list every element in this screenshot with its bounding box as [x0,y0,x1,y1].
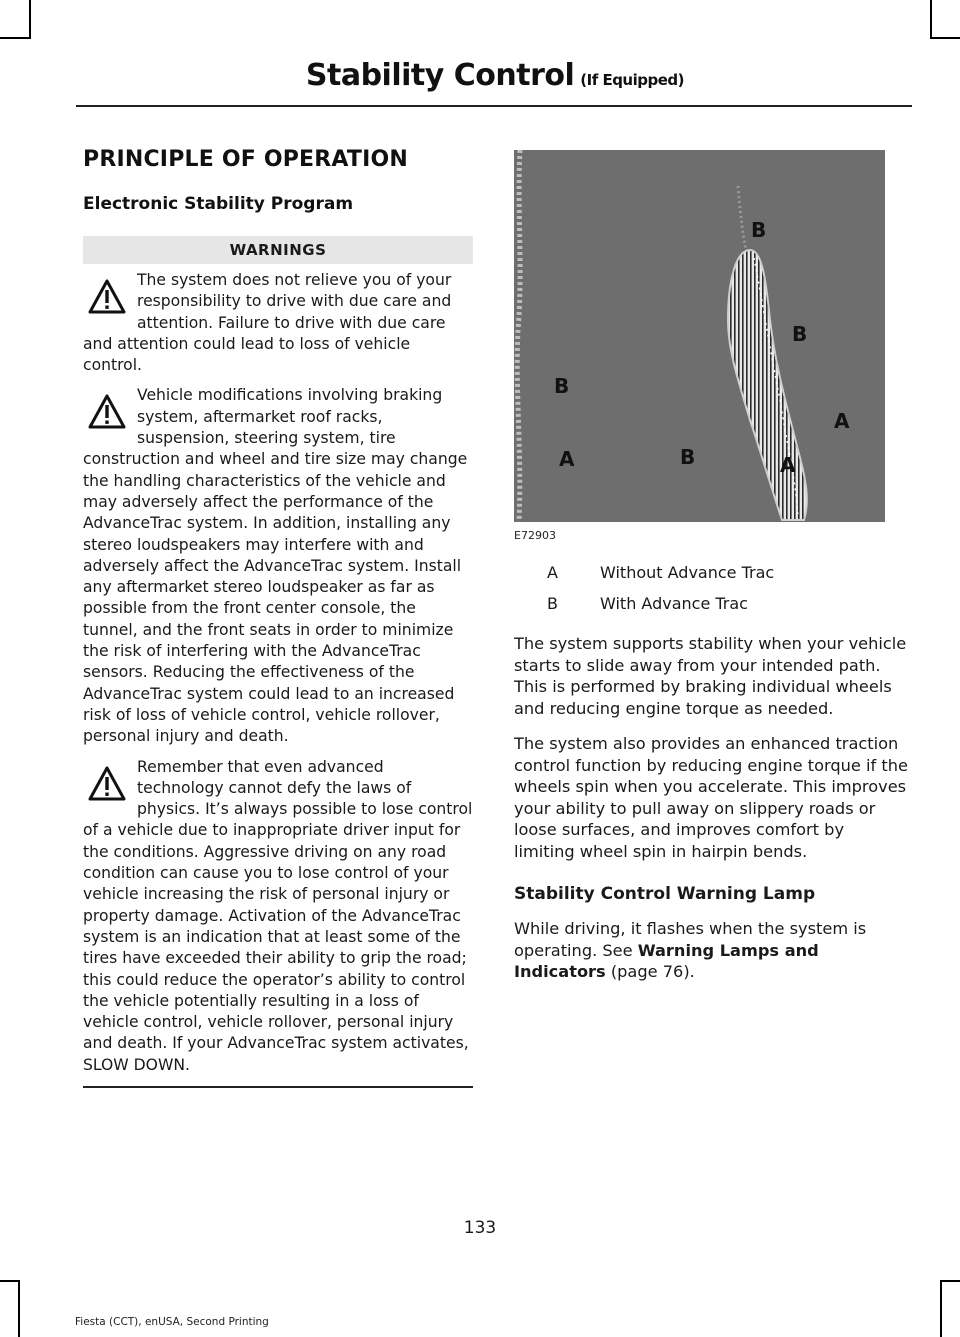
paragraph-text: While driving, it flashes when the system is operating. See [514,919,867,960]
warnings-end-rule [83,1086,473,1088]
warning-text: Remember that even advanced technology cannot defy the laws of physics. It’s always possible to lose control of a vehicle due to inappropriate driver input for the conditions. Aggressive driving on any road condition can cause you to lose control of your vehicle increasing the risk of personal injury or property damage. Activation of the AdvanceTrac system is an indication that at least some of the tires have exceeded their ability to grip the road; this could reduce the operator’s ability to control the vehicle potentially resulting in a loss of vehicle control, vehicle rollover, personal injury and death. If your AdvanceTrac system activates, SLOW DOWN. [83,757,473,1074]
footer-text: Fiesta (CCT), enUSA, Second Printing [75,1316,269,1328]
page-reference: (page 76). [610,962,695,981]
page-number: 133 [463,1218,497,1238]
crop-mark [29,0,31,39]
body-paragraph [514,918,909,983]
figure-label: B [680,445,696,469]
warning-triangle-icon [87,278,127,316]
figure-label: B [554,374,570,398]
legend-text: Without Advance Trac [600,563,775,582]
section-heading: PRINCIPLE OF OPERATION [83,147,409,172]
warning-text: Vehicle modifications involving braking system, aftermarket roof racks, suspension, steering system, tire construction and wheel and tire size may change the handling characteristics of the vehicle and may adversely affect the performance of the AdvanceTrac system. In addition, installing any stereo loudspeakers may interfere with and adversely affect the AdvanceTrac system. Install any aftermarket stereo loudspeaker as far as possible from the front center console, the tunnel, and the front seats in order to minimize the risk of interfering with the AdvanceTrac sensors. Reducing the effectiveness of the AdvanceTrac system could lead to an increased risk of loss of vehicle control, vehicle rollover, personal injury and death. [83,386,468,746]
header-title-text: Stability Control [305,58,575,93]
crop-mark [0,37,30,39]
warnings-label: WARNINGS [83,236,473,264]
crop-mark [0,1280,20,1282]
legend-row [532,588,909,619]
crop-mark [940,1280,960,1282]
figure-code: E72903 [514,529,556,542]
legend-key: A [547,563,558,582]
figure-label: A [559,447,575,471]
crop-mark [930,0,932,39]
lamp-heading: Stability Control Warning Lamp [514,884,816,904]
legend-text: With Advance Trac [600,594,748,613]
legend-row [532,557,909,588]
stability-diagram [514,150,885,522]
warning-triangle-icon [87,765,127,803]
crop-mark [940,1280,942,1337]
figure-label: B [751,218,767,242]
page-header-title [306,58,684,93]
subsection-heading: Electronic Stability Program [83,194,354,214]
cross-reference-link[interactable]: Warning Lamps and Indicators [514,940,819,981]
figure-label: A [780,453,796,477]
body-paragraph: The system also provides an enhanced traction control function by reducing engine torque if the wheels spin when you accelerate. This improves your ability to pull away on slippery roads or loose surfaces, and improves comfort by limiting wheel spin in hairpin bends. [514,734,908,861]
warning-triangle-icon [87,393,127,431]
crop-mark [18,1280,20,1337]
left-column [83,147,473,1088]
warning-item [83,757,473,1076]
figure-label: A [834,409,850,433]
warning-item [83,385,473,747]
warning-text: The system does not relieve you of your responsibility to drive with due care and attention. Failure to drive with due care and attention could lead to loss of vehicle control. [83,271,452,375]
warning-item [83,270,473,376]
header-rule [76,105,912,107]
figure-legend [532,557,909,619]
header-title-suffix: (If Equipped) [580,71,684,89]
right-column [514,150,909,983]
legend-key: B [547,594,558,613]
crop-mark [930,37,960,39]
figure-label: B [792,322,808,346]
body-paragraph: The system supports stability when your vehicle starts to slide away from your intended path. This is performed by braking individual wheels and reducing engine torque as needed. [514,634,907,718]
